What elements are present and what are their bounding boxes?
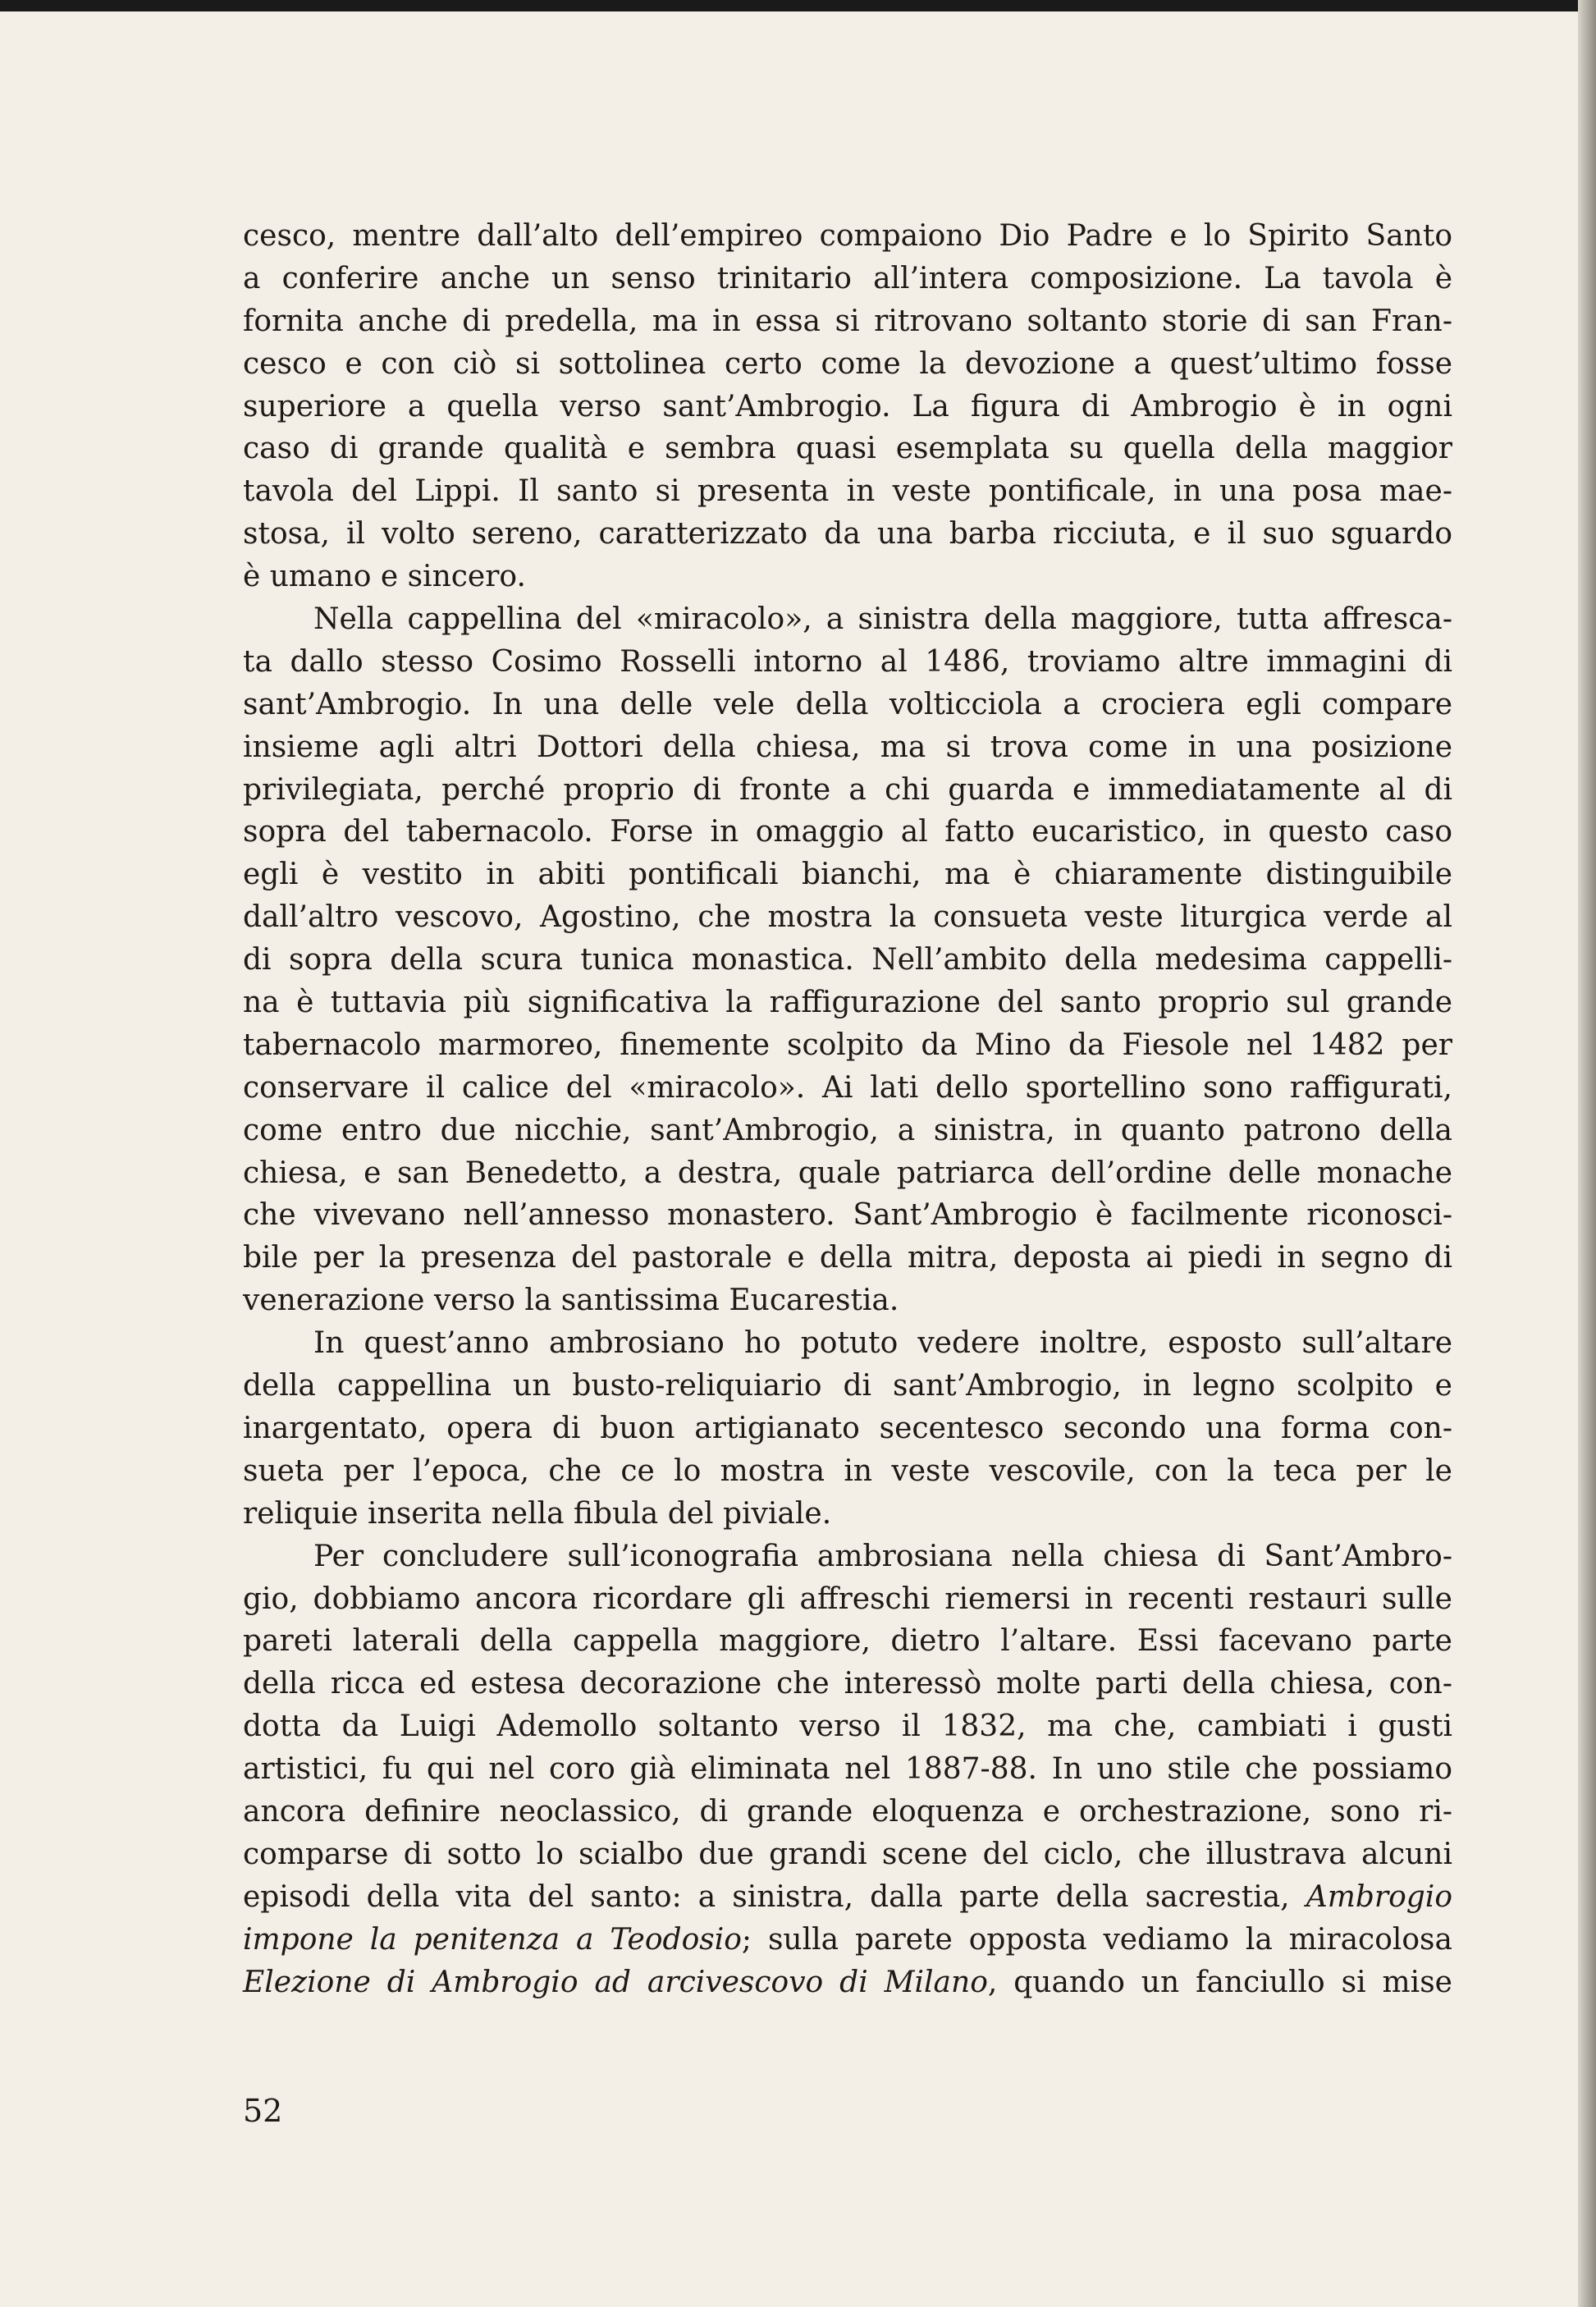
text-line: gio, dobbiamo ancora ricordare gli affreschi riemersi in recenti restauri sulle	[243, 1581, 1452, 1616]
text-line: di sopra della scura tunica monastica. Nell’ambito della medesima cappelli-	[243, 943, 1452, 977]
text-line: inargentato, opera di buon artigianato secentesco secondo una forma con-	[243, 1411, 1452, 1445]
text-line-with-title	[243, 1919, 1452, 1961]
text-line: egli è vestito in abiti pontificali bianchi, ma è chiaramente distinguibile	[243, 858, 1452, 892]
text-line: conservare il calice del «miracolo». Ai lati dello sportellino sono raffigurati,	[243, 1070, 1452, 1105]
text-line: venerazione verso la santissima Eucarestia.	[243, 1284, 899, 1318]
text-line: tabernacolo marmoreo, finemente scolpito da Mino da Fiesole nel 1482 per	[243, 1028, 1452, 1062]
text-line: dall’altro vescovo, Agostino, che mostra la consueta veste liturgica verde al	[243, 900, 1452, 935]
text-line: sopra del tabernacolo. Forse in omaggio al fatto eucaristico, in questo caso	[243, 815, 1452, 849]
text-line: sant’Ambrogio. In una delle vele della volticciola a crociera egli compare	[243, 687, 1452, 721]
text-line: In quest’anno ambrosiano ho potuto vedere inoltre, esposto sull’altare	[313, 1326, 1452, 1361]
text-line: cesco, mentre dall’alto dell’empireo compaiono Dio Padre e lo Spirito Santo	[243, 219, 1452, 253]
text-line: pareti laterali della cappella maggiore, dietro l’altare. Essi facevano parte	[243, 1624, 1452, 1659]
text-line: che vivevano nell’annesso monastero. Sant’Ambrogio è facilmente riconosci-	[243, 1198, 1452, 1233]
text-line: fornita anche di predella, ma in essa si ritrovano soltanto storie di san Fran-	[243, 304, 1452, 338]
page-number: 52	[243, 2093, 283, 2129]
text-line: ta dallo stesso Cosimo Rosselli intorno al 1486, troviamo altre immagini di	[243, 644, 1452, 679]
text-line: Per concludere sull’iconografia ambrosiana nella chiesa di Sant’Ambro-	[313, 1539, 1452, 1573]
text-line: chiesa, e san Benedetto, a destra, quale patriarca dell’ordine delle monache	[243, 1156, 1452, 1190]
text-line: comparse di sotto lo scialbo due grandi scene del ciclo, che illustrava alcuni	[243, 1837, 1452, 1871]
text-segment: ; sulla parete opposta vediamo la miracolosa	[741, 1922, 1452, 1957]
text-line: stosa, il volto sereno, caratterizzato da una barba ricciuta, e il suo sguardo	[243, 517, 1452, 552]
text-line: privilegiata, perché proprio di fronte a chi guarda e immediatamente al di	[243, 772, 1452, 807]
text-line: della cappellina un busto-reliquiario di sant’Ambrogio, in legno scolpito e	[243, 1369, 1452, 1403]
text-line-with-title	[243, 1961, 1452, 2004]
artwork-title-italic: Elezione di Ambrogio ad arcivescovo di Milano	[243, 1965, 988, 1999]
text-line: superiore a quella verso sant’Ambrogio. La figura di Ambrogio è in ogni	[243, 389, 1452, 423]
text-line: dotta da Luigi Ademollo soltanto verso il 1832, ma che, cambiati i gusti	[243, 1710, 1452, 1744]
text-line: è umano e sincero.	[243, 560, 526, 594]
text-line: insieme agli altri Dottori della chiesa, ma si trova come in una posizione	[243, 730, 1452, 764]
text-segment: episodi della vita del santo: a sinistra, dalla parte della sacrestia,	[243, 1879, 1290, 1914]
artwork-title-italic: Ambrogio	[1306, 1879, 1452, 1914]
text-line: cesco e con ciò si sottolinea certo come la devozione a quest’ultimo fosse	[243, 346, 1452, 381]
text-line: caso di grande qualità e sembra quasi esemplata su quella della maggior	[243, 432, 1452, 466]
artwork-title-italic: impone la penitenza a Teodosio	[243, 1922, 742, 1957]
body-text	[243, 215, 1452, 2003]
text-line: sueta per l’epoca, che ce lo mostra in veste vescovile, con la teca per le	[243, 1453, 1452, 1488]
scan-top-edge	[0, 0, 1596, 11]
text-line: della ricca ed estesa decorazione che interessò molte parti della chiesa, con-	[243, 1667, 1452, 1701]
text-line: bile per la presenza del pastorale e della mitra, deposta ai piedi in segno di	[243, 1241, 1452, 1275]
text-line: come entro due nicchie, sant’Ambrogio, a sinistra, in quanto patrono della	[243, 1113, 1452, 1147]
text-line: artistici, fu qui nel coro già eliminata nel 1887-88. In uno stile che possiamo	[243, 1752, 1452, 1787]
text-line-with-title	[243, 1876, 1452, 1919]
text-segment: , quando un fanciullo si mise	[987, 1965, 1452, 1999]
text-line: a conferire anche un senso trinitario all’intera composizione. La tavola è	[243, 261, 1452, 295]
text-line: reliquie inserita nella fibula del piviale.	[243, 1496, 832, 1531]
text-line: ancora definire neoclassico, di grande eloquenza e orchestrazione, sono ri-	[243, 1794, 1452, 1829]
page-gutter-shadow	[1578, 0, 1596, 2307]
text-line: tavola del Lippi. Il santo si presenta in veste pontificale, in una posa mae-	[243, 474, 1452, 509]
text-line: Nella cappellina del «miracolo», a sinistra della maggiore, tutta affresca-	[313, 602, 1452, 637]
text-line: na è tuttavia più significativa la raffigurazione del santo proprio sul grande	[243, 986, 1452, 1020]
